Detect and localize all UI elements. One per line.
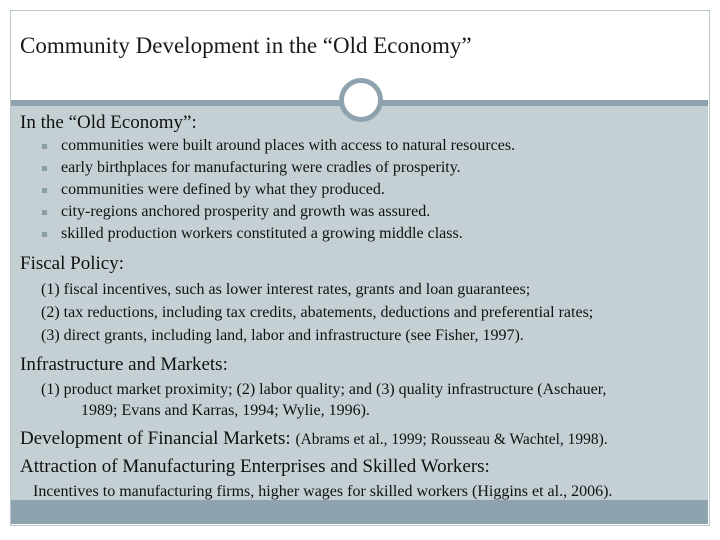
old-economy-bullet-2: early birthplaces for manufacturing were cradles of prosperity. [61, 159, 461, 176]
fiscal-policy-item-2: (2) tax reductions, including tax credits, abatements, deductions and preferential rates; [41, 304, 594, 321]
infrastructure-line-1: (1) product market proximity; (2) labor quality; and (3) quality infrastructure (Aschauer, [41, 381, 607, 398]
decorative-circle-icon [339, 78, 383, 122]
financial-markets-heading: Development of Financial Markets: [20, 428, 291, 449]
bullet-icon [42, 210, 47, 215]
old-economy-bullet-5: skilled production workers constituted a growing middle class. [61, 225, 463, 242]
fiscal-policy-heading: Fiscal Policy: [20, 253, 124, 274]
fiscal-policy-item-3: (3) direct grants, including land, labor and infrastructure (see Fisher, 1997). [41, 327, 524, 344]
old-economy-heading: In the “Old Economy”: [20, 112, 197, 133]
attraction-text: Incentives to manufacturing firms, higher wages for skilled workers (Higgins et al., 2006). [33, 483, 613, 500]
bullet-icon [42, 144, 47, 149]
financial-markets-line [20, 428, 608, 450]
bullet-icon [42, 188, 47, 193]
fiscal-policy-item-1: (1) fiscal incentives, such as lower interest rates, grants and loan guarantees; [41, 281, 531, 298]
old-economy-bullet-4: city-regions anchored prosperity and growth was assured. [61, 203, 431, 220]
slide-title: Community Development in the “Old Economy” [20, 33, 472, 58]
infrastructure-heading: Infrastructure and Markets: [20, 354, 228, 375]
bottom-band [11, 500, 708, 524]
old-economy-bullet-1: communities were built around places with access to natural resources. [61, 137, 516, 154]
attraction-heading: Attraction of Manufacturing Enterprises and Skilled Workers: [20, 456, 490, 477]
infrastructure-line-2: 1989; Evans and Karras, 1994; Wylie, 1996). [81, 402, 370, 419]
bullet-icon [42, 232, 47, 237]
bullet-icon [42, 166, 47, 171]
old-economy-bullet-3: communities were defined by what they produced. [61, 181, 385, 198]
financial-markets-citation: (Abrams et al., 1999; Rousseau & Wachtel, 1998). [295, 431, 608, 448]
